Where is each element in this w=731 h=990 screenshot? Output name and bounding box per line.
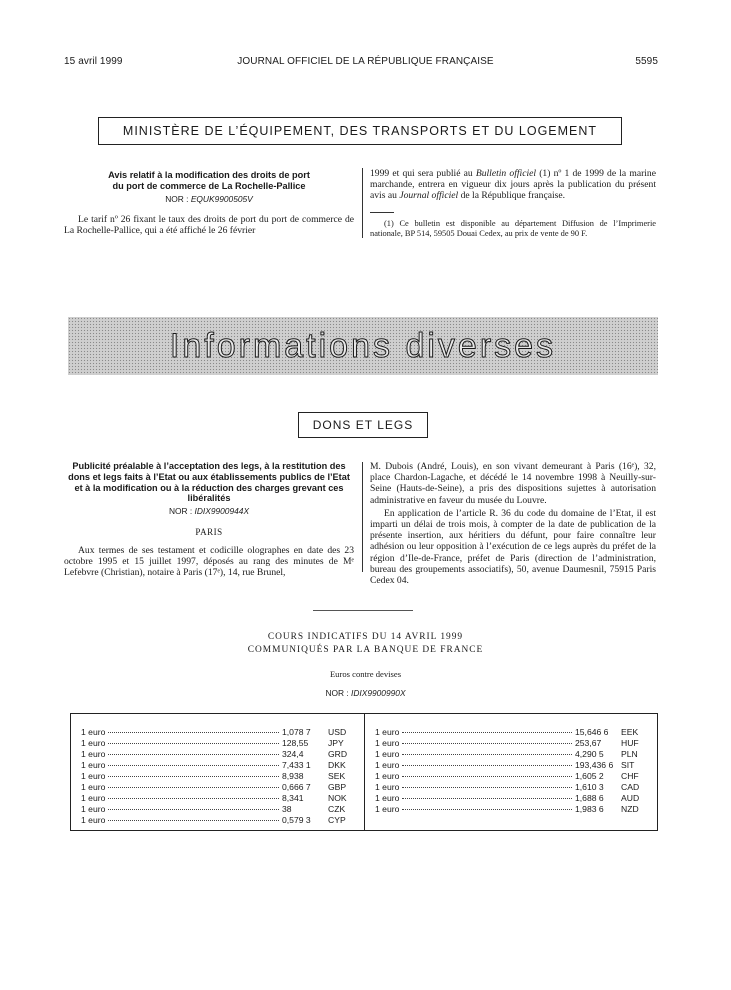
avis-nor bbox=[64, 194, 354, 205]
avis-footnote: (1) Ce bulletin est disponible au département Diffusion de l’Imprimerie nationale, BP 514, 59505 Douai Cedex, au prix de vente de 90 F. bbox=[370, 218, 656, 238]
rate-value: 7,433 1 bbox=[282, 760, 311, 770]
rate-currency: NOK bbox=[328, 793, 347, 803]
rate-unit: 1 euro bbox=[81, 760, 106, 770]
rate-row bbox=[81, 771, 356, 782]
avis-nor-code: EQUK9900505V bbox=[190, 193, 253, 204]
rate-currency: GBP bbox=[328, 782, 347, 792]
rate-unit: 1 euro bbox=[375, 727, 400, 737]
rate-value: 1,688 6 bbox=[575, 793, 604, 803]
section-heading bbox=[298, 412, 428, 438]
rate-row bbox=[375, 738, 649, 749]
rate-currency: CZK bbox=[328, 804, 346, 814]
avis-body-cont-2: (1) nº 1 de 1999 de la marine marchande, entrera en vigueur dix jours après la publication du présent avis au bbox=[370, 168, 656, 202]
header-date: 15 avril 1999 bbox=[64, 56, 123, 67]
rate-row bbox=[81, 727, 356, 738]
rate-currency: SEK bbox=[328, 771, 346, 781]
rate-leader-dots bbox=[108, 787, 279, 788]
rate-value: 38 bbox=[282, 804, 292, 814]
section-separator bbox=[313, 610, 413, 611]
ministry-heading bbox=[98, 117, 622, 145]
rate-unit: 1 euro bbox=[81, 727, 106, 737]
avis-body-cont-italic2: Journal officiel bbox=[399, 190, 459, 202]
rate-row bbox=[81, 782, 356, 793]
rate-value: 8,341 bbox=[282, 793, 304, 803]
rate-unit: 1 euro bbox=[375, 771, 400, 781]
rate-unit: 1 euro bbox=[81, 804, 106, 814]
rate-row bbox=[375, 727, 649, 738]
rate-row bbox=[375, 782, 649, 793]
rate-currency: GRD bbox=[328, 749, 348, 759]
publicite-body-continued: M. Dubois (André, Louis), en son vivant demeurant à Paris (16ᵉ), 32, place Chardon-Lagache, et décédé le 14 novembre 1998 à Neuilly-sur-Seine (Hauts-de-Seine), a pris des dispositions sujettes à autorisation administrative en faveur du musée du Louvre. bbox=[370, 461, 656, 506]
rate-unit: 1 euro bbox=[81, 815, 106, 825]
exchange-rates-table bbox=[70, 713, 658, 831]
rate-currency: AUD bbox=[621, 793, 640, 803]
rate-leader-dots bbox=[402, 776, 572, 777]
rate-row bbox=[81, 749, 356, 760]
rate-leader-dots bbox=[108, 809, 279, 810]
rate-value: 1,610 3 bbox=[575, 782, 604, 792]
rate-row bbox=[81, 804, 356, 815]
footnote-rule bbox=[370, 212, 394, 213]
column-divider-1 bbox=[362, 168, 363, 238]
cours-nor-label: NOR : bbox=[325, 688, 349, 698]
rate-currency: SIT bbox=[621, 760, 635, 770]
rate-unit: 1 euro bbox=[81, 782, 106, 792]
rate-leader-dots bbox=[402, 798, 572, 799]
rate-row bbox=[81, 760, 356, 771]
header-journal-title: JOURNAL OFFICIEL DE LA RÉPUBLIQUE FRANÇAISE bbox=[237, 56, 494, 67]
rate-leader-dots bbox=[108, 820, 279, 821]
publicite-body: Aux termes de ses testament et codicille olographes en date des 23 octobre 1995 et 15 juillet 1997, déposés au rang des minutes de Mᵉ Lefebvre (Christian), notaire à Paris (17ᵉ), 14, rue Brunel, bbox=[64, 544, 354, 578]
publicite-left-column bbox=[64, 461, 354, 578]
rate-row bbox=[81, 738, 356, 749]
rate-unit: 1 euro bbox=[81, 749, 106, 759]
ministry-heading-text: MINISTÈRE DE L’ÉQUIPEMENT, DES TRANSPORTS ET DU LOGEMENT bbox=[122, 124, 598, 138]
rate-currency: CAD bbox=[621, 782, 640, 792]
rate-unit: 1 euro bbox=[375, 749, 400, 759]
avis-title-line1: Avis relatif à la modification des droits de port bbox=[108, 170, 310, 180]
avis-title bbox=[64, 170, 354, 192]
publicite-nor bbox=[64, 506, 354, 517]
rate-unit: 1 euro bbox=[375, 760, 400, 770]
rate-row bbox=[81, 793, 356, 804]
rate-value: 0,666 7 bbox=[282, 782, 311, 792]
rate-currency: NZD bbox=[621, 804, 639, 814]
cours-nor-code: IDIX9900990X bbox=[351, 688, 406, 698]
rate-row bbox=[375, 749, 649, 760]
rate-value: 324,4 bbox=[282, 749, 304, 759]
rate-row bbox=[375, 760, 649, 771]
publicite-right-column bbox=[370, 461, 656, 586]
informations-banner-title: Informations diverses bbox=[169, 326, 557, 365]
rate-currency: HUF bbox=[621, 738, 639, 748]
rate-leader-dots bbox=[108, 765, 279, 766]
rate-leader-dots bbox=[402, 754, 572, 755]
rates-right-column bbox=[364, 714, 657, 830]
section-heading-text: DONS ET LEGS bbox=[312, 418, 414, 432]
rate-leader-dots bbox=[108, 754, 279, 755]
rate-value: 4,290 5 bbox=[575, 749, 604, 759]
rate-unit: 1 euro bbox=[375, 804, 400, 814]
column-divider-2 bbox=[362, 462, 363, 572]
rate-value: 0,579 3 bbox=[282, 815, 311, 825]
rate-value: 253,67 bbox=[575, 738, 602, 748]
cours-nor bbox=[0, 688, 731, 698]
rate-value: 1,983 6 bbox=[575, 804, 604, 814]
rate-unit: 1 euro bbox=[81, 738, 106, 748]
avis-left-column bbox=[64, 170, 354, 236]
avis-right-column bbox=[370, 168, 656, 239]
publicite-nor-code: IDIX9900944X bbox=[194, 506, 250, 517]
rate-leader-dots bbox=[402, 765, 572, 766]
rate-currency: CHF bbox=[621, 771, 639, 781]
rate-unit: 1 euro bbox=[81, 793, 106, 803]
avis-body-cont-3: de la République française. bbox=[458, 190, 566, 202]
rate-currency: DKK bbox=[328, 760, 346, 770]
rate-currency: PLN bbox=[621, 749, 638, 759]
rate-unit: 1 euro bbox=[375, 738, 400, 748]
rate-currency: CYP bbox=[328, 815, 346, 825]
rate-leader-dots bbox=[108, 732, 279, 733]
avis-body-continued bbox=[370, 168, 656, 202]
rate-row bbox=[375, 771, 649, 782]
rate-leader-dots bbox=[108, 743, 279, 744]
rate-unit: 1 euro bbox=[375, 782, 400, 792]
rate-leader-dots bbox=[402, 743, 572, 744]
rate-leader-dots bbox=[108, 776, 279, 777]
rate-value: 128,55 bbox=[282, 738, 309, 748]
rate-leader-dots bbox=[402, 787, 572, 788]
rate-currency: EEK bbox=[621, 727, 639, 737]
avis-body: Le tarif nº 26 fixant le taux des droits de port du port de commerce de La Rochelle-Pallice, qui a été affiché le 26 février bbox=[64, 213, 354, 236]
rate-row bbox=[375, 793, 649, 804]
cours-title-line2: COMMUNIQUÉS PAR LA BANQUE DE FRANCE bbox=[247, 645, 484, 655]
publicite-city: PARIS bbox=[195, 527, 223, 538]
rate-leader-dots bbox=[402, 732, 572, 733]
rate-value: 193,436 6 bbox=[575, 760, 614, 770]
rate-leader-dots bbox=[108, 798, 279, 799]
cours-title-line1: COURS INDICATIFS DU 14 AVRIL 1999 bbox=[267, 632, 464, 642]
rates-left-column bbox=[71, 714, 364, 830]
publicite-body2: En application de l’article R. 36 du code du domaine de l’Etat, il est imparti un délai de trois mois, à compter de la date de publication de la présente insertion, aux héritiers du défunt, pour faire connaître leur adhésion ou leur opposition à l’exécution de ce legs auprès du préfet de la région d’Ile-de-France, préfet de Paris (direction de l’administration, bureau des groupements associatifs), 50, avenue Daumesnil, 75915 Paris Cedex 04. bbox=[370, 507, 656, 587]
rate-row bbox=[375, 804, 649, 815]
avis-title-line2: du port de commerce de La Rochelle-Pallice bbox=[112, 180, 306, 191]
avis-nor-label: NOR : bbox=[165, 193, 189, 204]
rate-leader-dots bbox=[402, 809, 572, 810]
publicite-title: Publicité préalable à l’acceptation des legs, à la restitution des dons et legs faits à l’Etat ou aux établissements publics de l’Etat et à la modification ou à la réduction des charges grevant ces libéralités bbox=[68, 461, 350, 504]
rate-value: 15,646 6 bbox=[575, 727, 609, 737]
rate-unit: 1 euro bbox=[375, 793, 400, 803]
rate-currency: USD bbox=[328, 727, 347, 737]
cours-subtitle: Euros contre devises bbox=[329, 669, 402, 679]
rate-value: 1,605 2 bbox=[575, 771, 604, 781]
rate-currency: JPY bbox=[328, 738, 344, 748]
rate-value: 1,078 7 bbox=[282, 727, 311, 737]
rate-row bbox=[81, 815, 356, 826]
header-page-number: 5595 bbox=[635, 56, 658, 67]
rate-value: 8,938 bbox=[282, 771, 304, 781]
avis-body-cont-italic1: Bulletin officiel bbox=[475, 168, 537, 179]
avis-body-cont-1: 1999 et qui sera publié au bbox=[370, 168, 476, 179]
rate-unit: 1 euro bbox=[81, 771, 106, 781]
publicite-nor-label: NOR : bbox=[168, 506, 193, 517]
